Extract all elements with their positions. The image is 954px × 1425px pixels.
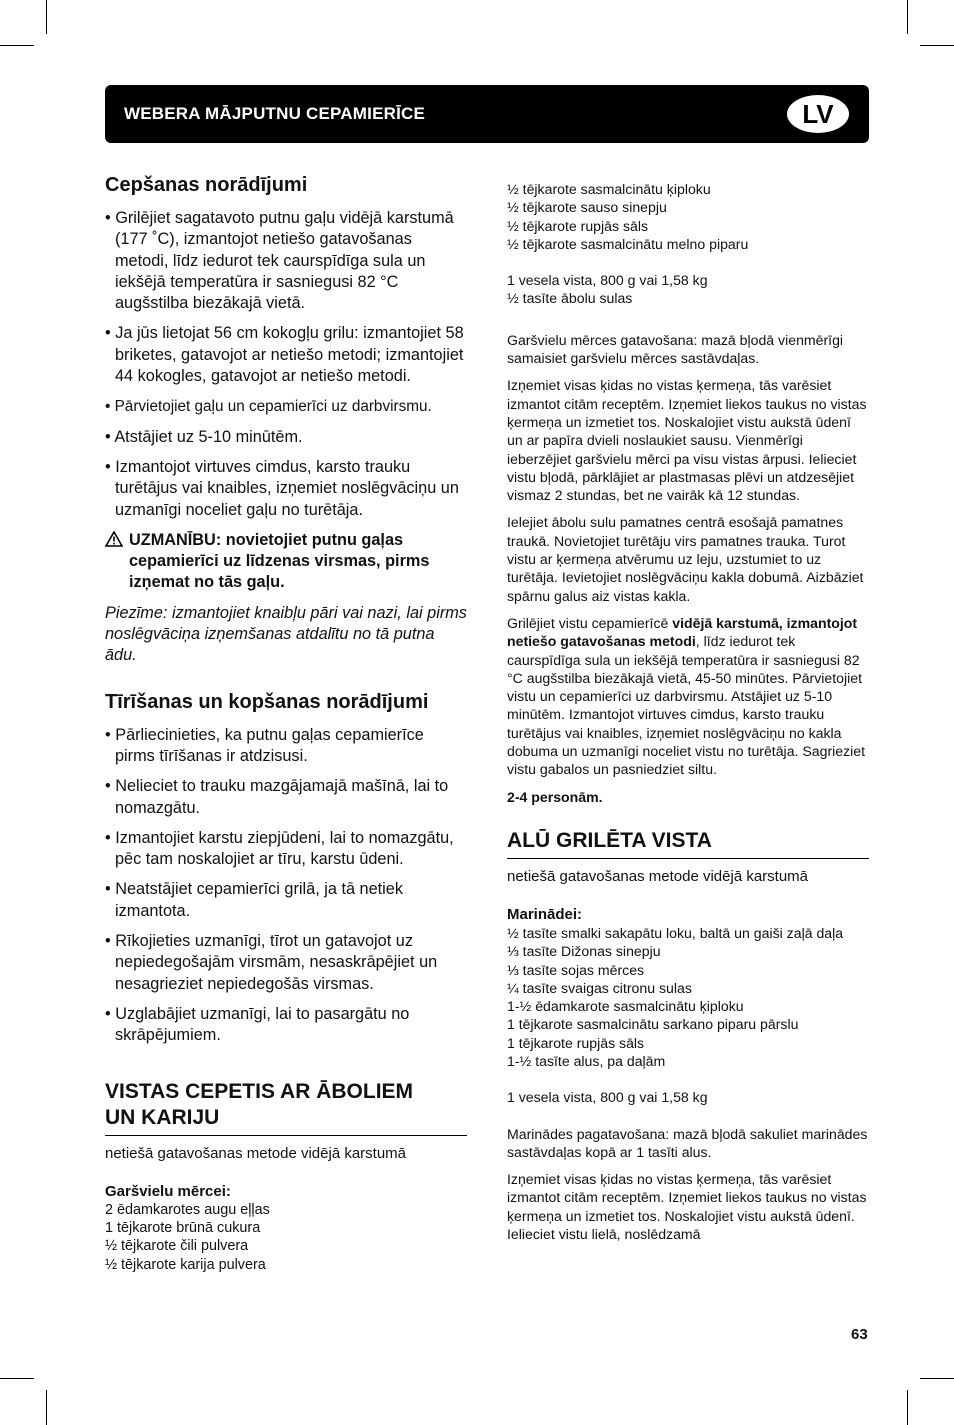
cleaning-bullet: • Izmantojiet karstu ziepjūdeni, lai to nomazgātu, pēc tam noskalojiet ar tīru, karstu ūdeni. <box>105 828 454 869</box>
ingredient-line: ½ tējkarote čili pulvera <box>105 1238 249 1255</box>
header-bar <box>105 85 869 143</box>
cooking-bullet: • Atstājiet uz 5-10 minūtēm. <box>105 427 303 446</box>
right-column <box>507 180 869 1252</box>
cleaning-instructions-title: Tīrīšanas un kopšanas norādījumi <box>105 690 429 713</box>
recipe1-title-line1: VISTAS CEPETIS AR ĀBOLIEM <box>105 1079 414 1103</box>
instruction-text: , līdz iedurot tek caurspīdīga sula un iekšējā temperatūra ir sasniegusi 82 °C augšstilba biezākajā vietā, 45-50 minūtes. Pārvietojiet vistu un cepamierīci uz darbvirsmu. Atstājiet uz 5-10 minūtēm. Izmantojot virtuves cimdus, karsto trauku turētājus vai knaibles, izņemiet noslēgvāciņu no kakla dobuma un uzmanīgi noceliet vistu no turētāja. Sagrieziet vistu gabalos un pasniedziet siltu. <box>507 633 866 778</box>
instruction-paragraph: Izņemiet visas ķidas no vistas ķermeņa, tās varēsiet izmantot citām receptēm. Izņemiet liekos taukus no vistas ķermeņa un izmetiet tos. Noskalojiet vistu aukstā ūdenī. Ielieciet vistu lielā, noslēdzamā <box>507 1171 867 1243</box>
cooking-bullet: • Pārvietojiet gaļu un cepamierīci uz darbvirsmu. <box>105 398 432 416</box>
servings-text: 2-4 personām. <box>507 788 603 805</box>
ingredient-line: ½ tasīte smalki sakapātu loku, baltā un gaiši zaļā daļa <box>507 924 844 941</box>
ingredient-line: ¼ tasīte svaigas citronu sulas <box>507 979 692 996</box>
ingredient-line: 1-½ tasīte alus, pa daļām <box>507 1052 666 1069</box>
recipe1-subheading: Garšvielu mērcei: <box>105 1182 231 1200</box>
ingredient-line: ½ tasīte ābolu sulas <box>507 290 633 307</box>
cleaning-bullet: • Neatstājiet cepamierīci grilā, ja tā netiek izmantota. <box>105 880 403 920</box>
ingredient-line: 1 tējkarote brūnā cukura <box>105 1219 261 1236</box>
instruction-emphasis: vidējā karstumā, izmantojot netiešo gatavošanas metodi <box>507 614 858 650</box>
ingredient-line: ½ tējkarote karija pulvera <box>105 1256 266 1273</box>
crop-mark <box>920 45 954 46</box>
crop-mark <box>0 1378 34 1379</box>
ingredient-line: 1-½ ēdamkarote sasmalcinātu ķiploku <box>507 998 744 1015</box>
note-text: Piezīme: izmantojiet knaibļu pāri vai nazi, lai pirms noslēgvāciņa izņemšanas atdalītu no tā putna ādu. <box>105 603 467 665</box>
left-column <box>105 172 467 1274</box>
instruction-paragraph: Ielejiet ābolu sulu pamatnes centrā esošajā pamatnes traukā. Novietojiet turētāju virs pamatnes trauka. Turot vistu ar ķermeņa atvērumu uz leju, uzstumiet to uz turētāja. Ievietojiet noslēgvāciņu kakla dobumā. Aizbāziet spārnu galus aiz vistas kakla. <box>507 514 864 604</box>
warning-block <box>105 530 467 594</box>
cooking-bullet: • Grilējiet sagatavoto putnu gaļu vidējā karstumā (177 ˚C), izmantojot netiešo gatavošanas metodi, līdz iedurot tek caurspīdīga sula un iekšējā temperatūra ir sasniegusi 82 °C augšstilba biezākajā vietā. <box>105 209 454 313</box>
cleaning-bullet: • Nelieciet to trauku mazgājamajā mašīnā, lai to nomazgātu. <box>105 777 449 817</box>
ingredient-line: 1 tējkarote rupjās sāls <box>507 1034 645 1051</box>
cleaning-bullet: • Uzglabājiet uzmanīgi, lai to pasargātu no skrāpējumiem. <box>105 1004 410 1045</box>
language-badge: LV <box>787 95 849 133</box>
crop-mark <box>46 1390 47 1425</box>
recipe1-title <box>105 1079 467 1136</box>
crop-mark <box>0 45 34 46</box>
ingredient-line: ½ tējkarote sasmalcinātu ķiploku <box>507 181 711 197</box>
ingredient-line: ⅓ tasīte Dižonas sinepju <box>507 943 661 960</box>
ingredient-line: 1 tējkarote sasmalcinātu sarkano piparu pārslu <box>507 1016 799 1033</box>
recipe1-method: netiešā gatavošanas metode vidējā karstumā <box>105 1144 407 1162</box>
recipe2-title: ALŪ GRILĒTA VISTA <box>507 828 869 859</box>
instruction-paragraph: Marinādes pagatavošana: mazā bļodā sakuliet marinādes sastāvdaļas kopā ar 1 tasīti alus. <box>507 1125 868 1160</box>
instruction-paragraph: Garšvielu mērces gatavošana: mazā bļodā vienmērīgi samaisiet garšvielu mērces sastāvdaļas. <box>507 331 844 367</box>
ingredient-line: 2 ēdamkarotes augu eļļas <box>105 1201 270 1218</box>
warning-text: UZMANĪBU: novietojiet putnu gaļas cepamierīci uz līdzenas virsmas, pirms izņemat no tās gaļu. <box>129 530 430 592</box>
cooking-bullet: • Izmantojot virtuves cimdus, karsto trauku turētājus vai knaibles, izņemiet noslēgvāciņu un uzmanīgi noceliet gaļu no turētāja. <box>105 457 459 519</box>
ingredient-line: 1 vesela vista, 800 g vai 1,58 kg <box>507 272 708 289</box>
cleaning-bullet: • Rīkojieties uzmanīgi, tīrot un gatavojot uz nepiedegošajām virsmām, nesaskrāpējiet un nesagrieziet nepiedegošās virsmas. <box>105 932 438 993</box>
recipe2-subheading: Marinādei: <box>507 905 583 923</box>
crop-mark <box>920 1378 954 1379</box>
cooking-instructions-title: Cepšanas norādījumi <box>105 174 308 196</box>
ingredient-line: ⅓ tasīte sojas mērces <box>507 961 645 978</box>
crop-mark <box>907 1390 908 1425</box>
ingredient-line: ½ tējkarote sauso sinepju <box>507 199 667 216</box>
ingredient-line: 1 vesela vista, 800 g vai 1,58 kg <box>507 1089 708 1106</box>
instruction-paragraph: Izņemiet visas ķidas no vistas ķermeņa, tās varēsiet izmantot citām receptēm. Izņemiet liekos taukus no vistas ķermeņa un izmetiet tos. Noskalojiet vistu aukstā ūdenī un ar papīra dvieli noslaukiet sausu. Vienmērīgi ieberzējiet garšvielu mērci pa visu vistas ārpusi. Ielieciet vistu bļodā, pārklājiet ar plastmasas plēvi un atdzesējiet vismaz 2 stundas, bet ne vairāk kā 12 stundas. <box>507 377 867 504</box>
instruction-text: Grilējiet vistu cepamierīcē <box>507 614 673 631</box>
cleaning-bullet: • Pārliecinieties, ka putnu gaļas cepamierīce pirms tīrīšanas ir atdzisusi. <box>105 725 424 765</box>
warning-triangle-icon <box>105 531 123 547</box>
ingredient-line: ½ tējkarote sasmalcinātu melno piparu <box>507 235 749 252</box>
crop-mark <box>907 0 908 34</box>
header-title: WEBERA MĀJPUTNU CEPAMIERĪCE <box>124 104 426 123</box>
crop-mark <box>46 0 47 34</box>
recipe1-title-line2: UN KARIJU <box>105 1105 220 1129</box>
recipe2-method: netiešā gatavošanas metode vidējā karstumā <box>507 867 809 885</box>
cooking-bullet: • Ja jūs lietojat 56 cm kokogļu grilu: izmantojiet 58 briketes, gatavojot ar netiešo metodi; izmantojiet 44 kokogles, gatavojot ar netiešo metodi. <box>105 324 464 386</box>
ingredient-line: ½ tējkarote rupjās sāls <box>507 217 649 234</box>
instruction-paragraph <box>507 614 869 779</box>
page-number: 63 <box>851 1326 868 1343</box>
